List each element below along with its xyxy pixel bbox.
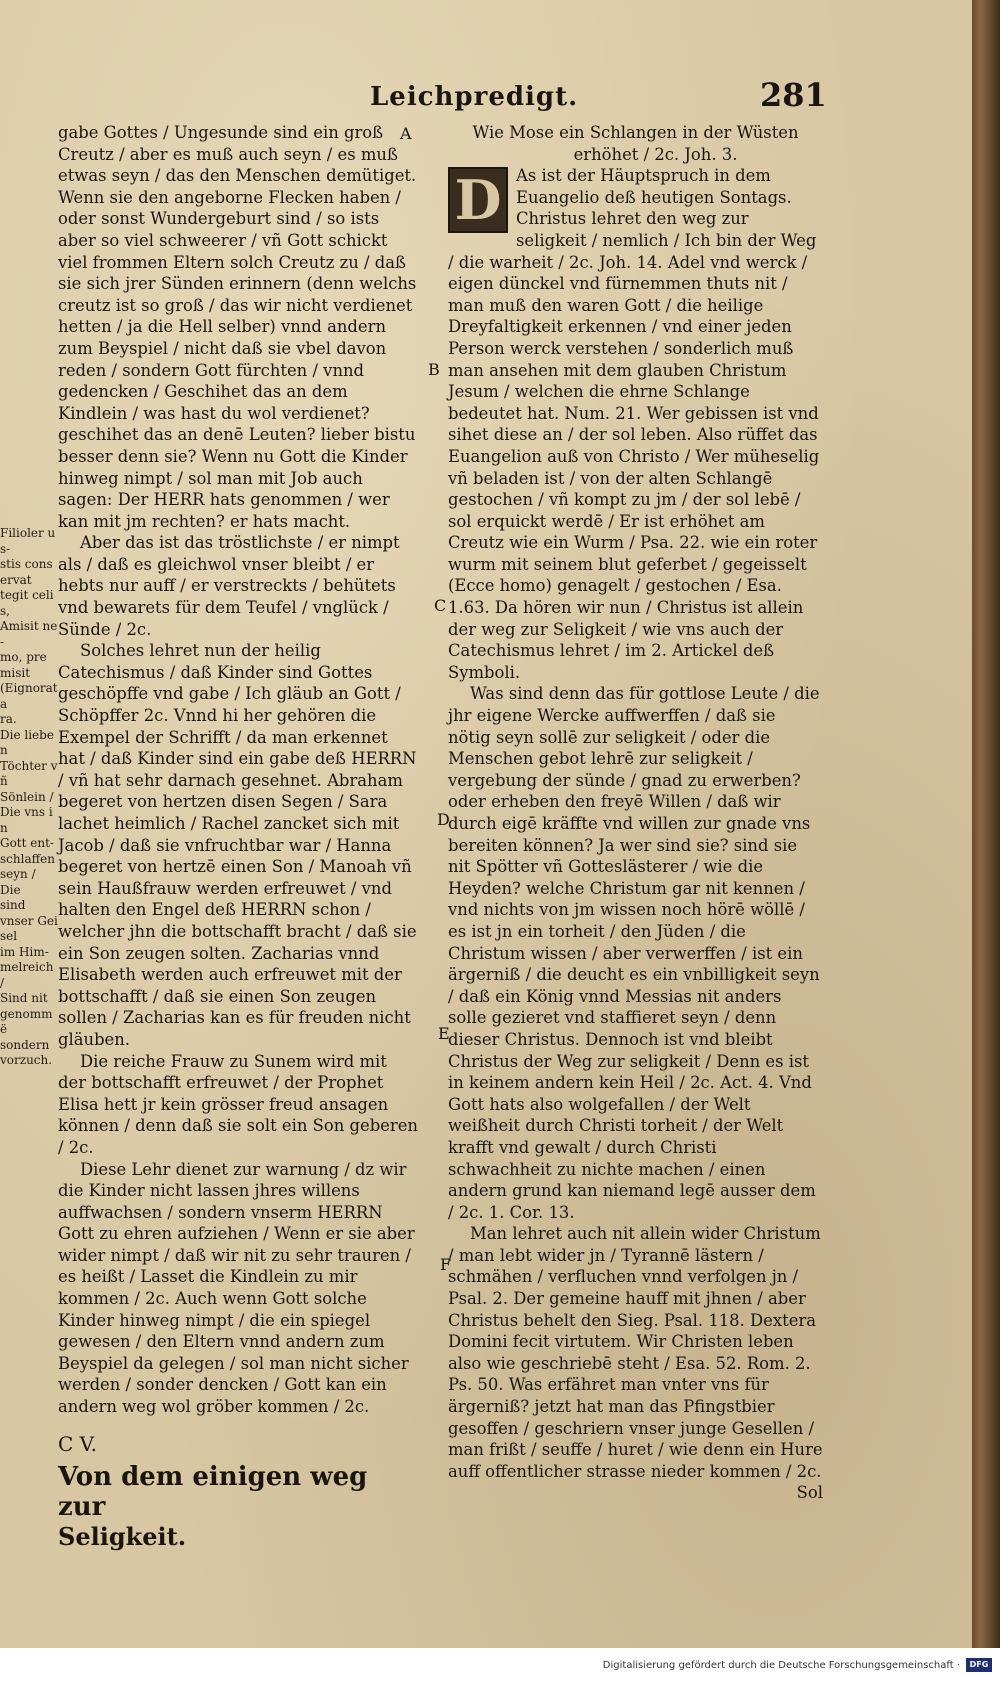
decorated-initial-icon: D: [448, 167, 508, 233]
right-paragraph-3: Man lehret auch nit allein wider Christum / man lebt wider jn / Tyrannē lästern / schmähen / verfluchen vnnd verfolgen jn / Psal. 2. Der gemeine hauff mit jhnen / aber Christus behelt den Sieg. Psal. 118. Dextera Domini fecit virtutem. Wir Christen leben also wie geschriebē steht / Esa. 52. Rom. 2. Ps. 50. Was erfähret man vnter vns für ärgerniß? jetzt hat man das Pfingstbier gesoffen / geschriern vnser junge Gesellen / man frißt / seuffe / huret / wie denn ein Hure auff offentlicher strasse nieder kommen / 2c.: [448, 1224, 823, 1481]
left-column: [58, 122, 418, 1552]
margin-note-line: Die: [0, 882, 21, 897]
left-paragraph-1: gabe Gottes / Ungesunde sind ein groß Creutz / aber es muß auch seyn / es muß etwas seyn / das den Menschen demütiget. Wenn sie den angeborne Flecken haben / oder sonst Wundergeburt sind / so ists aber so viel schweerer / vñ Gott schickt viel frommen Eltern solch Creutz zu / daß sie sich jrer Sünden erinnern (denn welchs creutz ist so groß / das wir nicht verdienet hetten / ja die Hell selber) vnnd andern zum Beyspiel / nicht daß sie vbel davon reden / sondern Gott fürchten / vnnd gedencken / Geschihet das an dem Kindlein / was hast du wol verdienet? geschihet das an denē Leuten? lieber bistu besser denn sie? Wenn nu Gott die Kinder hinweg nimpt / sol man mit Job auch sagen: Der HERR hats genommen / wer kan mit jm rechten? er hats macht.: [58, 123, 417, 531]
margin-note-line: Die vns in: [0, 805, 53, 835]
catchword: Sol: [796, 1483, 823, 1503]
margin-note-line: Die lieben: [0, 727, 54, 757]
section-title-line-2: Seligkeit.: [58, 1521, 187, 1551]
margin-note-line: seyn /: [0, 867, 36, 881]
margin-note-line: (Eignorata: [0, 681, 58, 711]
margin-note-line: schlaffen: [0, 851, 55, 866]
margin-note-line: mo, premisit: [0, 650, 47, 680]
right-paragraph-2: Was sind denn das für gottlose Leute / die jhr eigene Wercke auffwerffen / daß sie nötig seyn sollē zur seligkeit / oder die Menschen gebot lehrē zur seligkeit / vergebung der sünde / gnad zu erwerben? oder erheben den freyē Willen / daß wir durch eigē kräffte vnd willen zur gnade vns bereiten können? Ja wer sind sie? sind sie nit Spötter vñ Gotteslästerer / wie die Heyden? welche Christum gar nit kennen / vnd nichts von jm wissen noch hörē wöllē / es ist jn ein torheit / den Jüden / die Christum wissen / aber verwerffen / ist ein ärgerniß / die deucht es ein vnbilligkeit seyn / daß ein König vnnd Messias nit anders solle gezieret vnd staffieret seyn / denn dieser Christus. Dennoch ist vnd bleibt Christus der Weg zur seligkeit / Denn es ist in keinem andern kein Heil / 2c. Act. 4. Vnd Gott hats also wolgefallen / der Welt weißheit durch Christi torheit / der Welt krafft vnd gewalt / durch Christi schwachheit zu nichte machen / einen andern grund kan niemand legē ausser dem / 2c. 1. Cor. 13.: [448, 684, 820, 1222]
margin-note: [0, 526, 58, 1069]
margin-note-line: Filioler us-: [0, 526, 56, 556]
right-column: [448, 122, 823, 1504]
margin-note-line: sind: [0, 898, 26, 912]
running-head: Leichpredigt.: [370, 82, 579, 112]
left-paragraph-2: Aber das ist das tröstlichste / er nimpt als / daß es gleichwol vnser bleibt / er hebts nur auff / er verstreckts / behütets vnd bewarets für dem Teufel / vnglück / Sünde / 2c.: [58, 533, 400, 639]
section-title-line-1: Von dem einigen weg zur: [58, 1461, 368, 1522]
margin-note-line: Amisit ne-: [0, 619, 58, 649]
motto-line-1: Wie Mose ein Schlangen in der Wüsten: [472, 123, 799, 142]
margin-note-line: vnser Geisel: [0, 913, 58, 943]
marker-f: F: [440, 1255, 452, 1274]
left-paragraph-4: Die reiche Frauw zu Sunem wird mit der bottschafft erfreuwet / der Prophet Elisa hett jr kein grösser freud ansagen können / denn daß sie solt ein Son geberen / 2c.: [58, 1051, 418, 1157]
margin-note-line: stis conservat: [0, 557, 53, 587]
margin-note-line: sondern: [0, 1037, 50, 1052]
right-paragraph-1: [448, 165, 823, 683]
page-edge: [972, 0, 1000, 1648]
footer-credit: Digitalisierung gefördert durch die Deutsche Forschungsgemeinschaft ·: [602, 1660, 960, 1671]
margin-note-line: Sönlein /: [0, 789, 54, 804]
motto-line-2: erhöhet / 2c. Joh. 3.: [573, 144, 738, 164]
marker-c: C: [434, 596, 447, 615]
dfg-logo-icon: DFG: [966, 1658, 992, 1672]
section-number: C V.: [58, 1431, 97, 1456]
margin-note-line: Töchter vñ: [0, 758, 58, 788]
margin-note-line: melreich /: [0, 960, 54, 990]
margin-note-line: ra.: [0, 712, 17, 726]
marker-d: D: [437, 810, 450, 829]
marker-e: E: [438, 1024, 450, 1043]
left-paragraph-3: Solches lehret nun der heilig Catechismus / daß Kinder sind Gottes geschöpffe vnd gabe / Ich gläub an Gott / Schöpffer 2c. Vnnd hi her gehören die Exempel der Schrifft / da man erkennet hat / daß Kinder sind ein gabe deß HERRN / vñ hat sehr darnach gesehnet. Abraham begeret von hertzen disen Segen / Sara lachet heimlich / Rachel zancket sich mit Jacob / daß sie vnfruchtbar war / Hanna begeret von hertzē einen Son / Manoah vñ sein Haußfrauw werden erfreuwet / vnd halten den Engel deß HERRN schon / welcher jhn die bottschafft bracht / daß sie ein Son zeugen solten. Zacharias vnnd Elisabeth werden auch erfreuwet mit der bottschafft / daß sie einen Son zeugen sollen / Zacharias kan es für freuden nicht gläuben.: [58, 641, 417, 1049]
margin-note-line: im Him-: [0, 944, 49, 959]
margin-note-line: Gott ent-: [0, 836, 54, 850]
margin-note-line: Sind nit: [0, 991, 48, 1005]
left-paragraph-5: Diese Lehr dienet zur warnung / dz wir die Kinder nicht lassen jhres willens auffwachsen / sondern vnserm HERRN Gott zu ehren aufziehen / Wenn er sie aber wider nimpt / daß wir nit zu sehr trauren / es heißt / Lasset die Kindlein zu mir kommen / 2c. Auch wenn Gott solche Kinder hinweg nimpt / die ein spiegel gewesen / den Eltern vnnd andern zum Beyspiel da gelegen / sol man nicht sicher werden / sonder dencken / Gott kan ein andern weg wol gröber kommen / 2c.: [58, 1159, 415, 1417]
right-paragraph-1-text: As ist der Häuptspruch in dem Euangelio deß heutigen Sontags. Christus lehret den weg zur seligkeit / nemlich / Ich bin der Weg / die warheit / 2c. Joh. 14. Adel vnd werck / eigen dünckel vnd fürnemmen thuts nit / man muß den waren Gott / die heilige Dreyfaltigkeit erkennen / vnd einer jeden Person werck verstehen / sonderlich muß man ansehen mit dem glauben Christum Jesum / welchen die ehrne Schlange bedeutet hat. Num. 21. Wer gebissen ist vnd sihet diese an / der sol leben. Also rüffet das Euangelion auß von Christo / Wer müheselig vñ beladen ist / von der alten Schlangē gestochen / vñ kompt zu jm / der sol lebē / sol erquickt werdē / Er ist erhöhet am Creutz wie ein Wurm / Psa. 22. wie ein roter wurm mit seinem blut geferbet / gegeisselt (Ecce homo) genagelt / gestochen / Esa. 1.63. Da hören wir nun / Christus ist allein der weg zur Seligkeit / wie vns auch der Catechismus lehret / im 2. Artickel deß Symboli.: [448, 166, 820, 682]
marker-a: A: [400, 124, 412, 143]
margin-note-line: tegit celis,: [0, 588, 54, 618]
margin-note-line: genommë: [0, 1006, 53, 1036]
margin-note-line: vorzuch.: [0, 1053, 53, 1067]
page-number: 281: [760, 76, 827, 114]
marker-b: B: [428, 360, 440, 379]
